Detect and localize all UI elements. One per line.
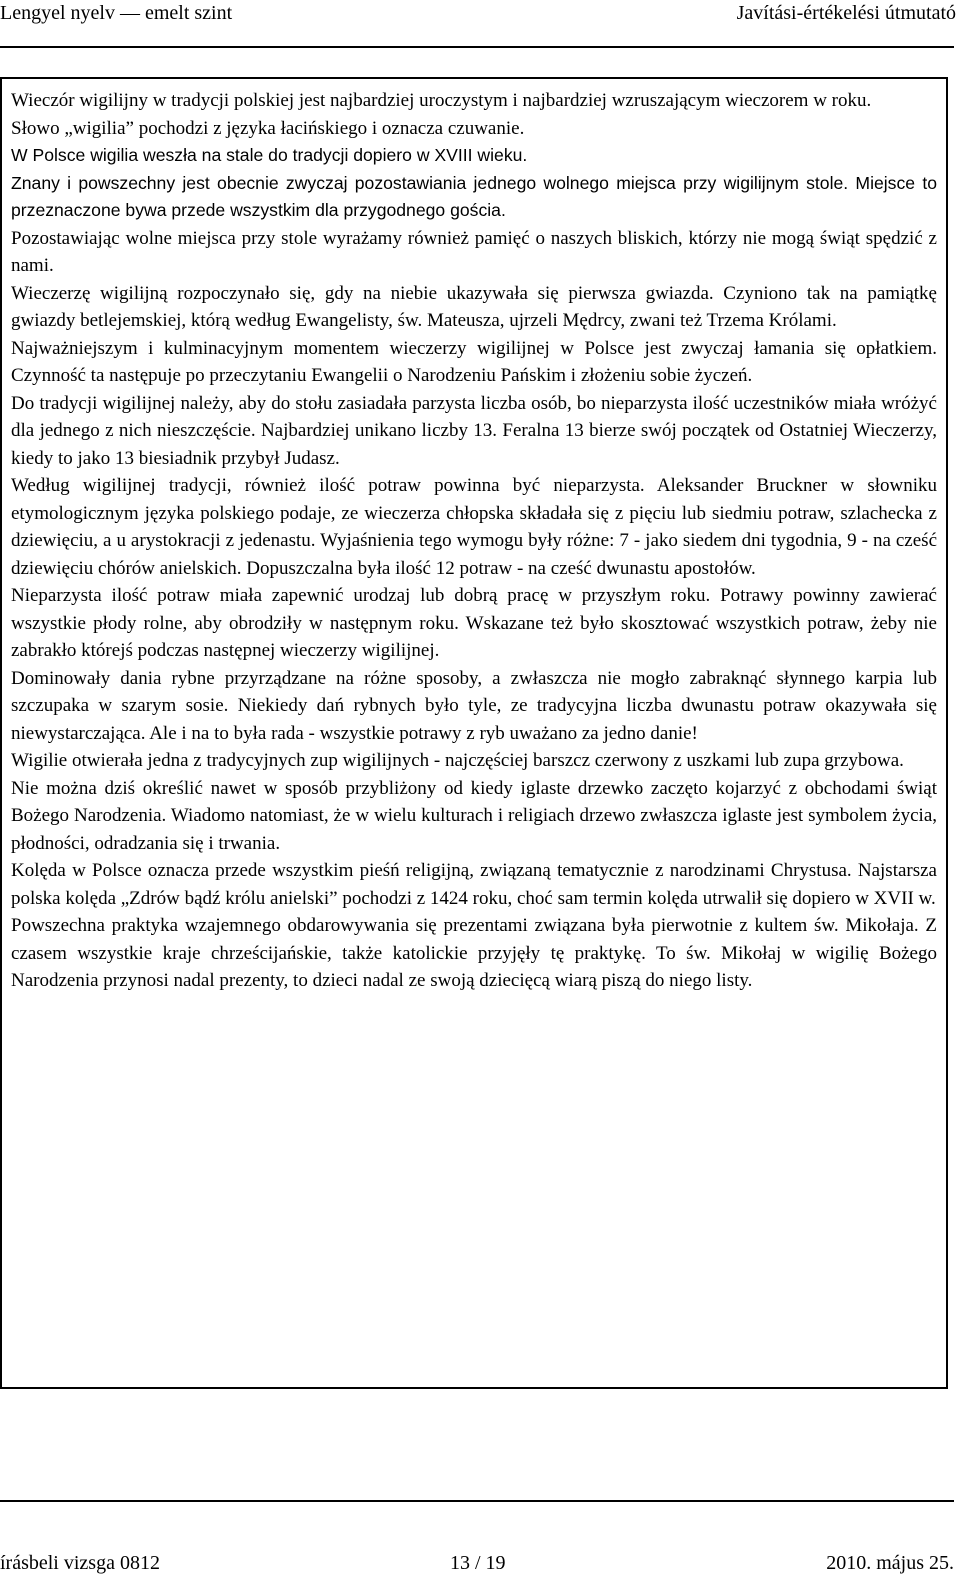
- text-box: [0, 77, 948, 1389]
- footer-divider: [0, 1500, 954, 1502]
- paragraph-12: Wigilie otwierała jedna z tradycyjnych zup wigilijnych - najczęściej barszcz czerwony z uszkami lub zupa grzybowa.: [11, 750, 904, 771]
- footer-exam-code: írásbeli vizsga 0812: [0, 1552, 160, 1574]
- paragraph-6: Wieczerzę wigilijną rozpoczynało się, gdy na niebie ukazywała się pierwsza gwiazda. Czyniono tak na pamiątkę gwiazdy betlejemskiej, którą według Ewangelisty, św. Mateusza, ujrzeli Mędrcy, zwani też Trzema Królami.: [11, 282, 937, 331]
- paragraph-9: Według wigilijnej tradycji, również ilość potraw powinna być nieparzysta. Aleksander Bruckner w słowniku etymologicznym języka polskiego podaje, ze wieczerza chłopska składała się z pięciu lub siedmiu potraw, szlachecka z dziewięciu, a u arystokracji z jedenastu. Wyjaśnienia tego wymogu były różne: 7 - jako siedem dni tygodnia, 9 - na cześć dziewięciu chórów anielskich. Dopuszczalna była ilość 12 potraw - na cześć dwunastu apostołów.: [11, 475, 937, 579]
- paragraph-2: Słowo „wigilia” pochodzi z języka łacińskiego i oznacza czuwanie.: [11, 117, 525, 139]
- paragraph-13: Nie można dziś określić nawet w sposób przybliżony od kiedy iglaste drzewko zaczęto kojarzyć z obchodami świąt Bożego Narodzenia. Wiadomo natomiast, że w wielu kulturach i religiach drzewo zwłaszcza iglaste jest symbolem życia, płodności, odradzania się i trwania.: [11, 777, 937, 854]
- paragraph-3: W Polsce wigilia weszła na stale do tradycji dopiero w XVIII wieku.: [11, 145, 528, 165]
- paragraph-8: Do tradycji wigilijnej należy, aby do stołu zasiadała parzysta liczba osób, bo nieparzysta ilość uczestników miała wróżyć dla jednego z nich nieszczęście. Najbardziej unikano liczby 13. Feralna 13 bierze swój początek od Ostatniej Wieczerzy, kiedy to jako 13 biesiadnik przybył Judasz.: [11, 392, 937, 469]
- footer-page-number: 13 / 19: [450, 1552, 506, 1574]
- header-divider: [0, 46, 954, 48]
- paragraph-11: Dominowały dania rybne przyrządzane na różne sposoby, a zwłaszcza nie mogło zabraknąć słynnego karpia lub szczupaka w szarym sosie. Niekiedy dań rybnych było tyle, ze tradycyjna liczba dwunastu potraw okazywała się niewystarczająca. Ale i na to była rada - wszystkie potrawy z ryb uważano za jedno danie!: [11, 667, 937, 744]
- paragraph-5: Pozostawiając wolne miejsca przy stole wyrażamy również pamięć o naszych bliskich, którzy nie mogą świąt spędzić z nami.: [11, 227, 937, 276]
- paragraph-15: Powszechna praktyka wzajemnego obdarowywania się prezentami związana była pierwotnie z kultem św. Mikołaja. Z czasem wszystkie kraje chrześcijańskie, także katolickie przyjęły tę praktykę. To św. Mikołaj w wigilię Bożego Narodzenia przynosi nadal prezenty, to dzieci nadal ze swoją dziecięcą wiarą piszą do niego listy.: [11, 915, 937, 991]
- header-document-type: Javítási-értékelési útmutató: [736, 2, 956, 24]
- paragraph-4: Znany i powszechny jest obecnie zwyczaj pozostawiania jednego wolnego miejsca przy wigilijnym stole. Miejsce to przeznaczone bywa przede wszystkim dla przygodnego gościa.: [11, 172, 937, 220]
- footer-date: 2010. május 25.: [826, 1552, 954, 1574]
- page-header: [0, 0, 960, 28]
- paragraph-10: Nieparzysta ilość potraw miała zapewnić urodzaj lub dobrą pracę w przyszłym roku. Potrawy powinny zawierać wszystkie płody rolne, aby obrodziły w następnym roku. Wskazane też było skosztować wszystkich potraw, żeby nie zabrakło którejś podczas następnej wieczerzy wigilijnej.: [11, 585, 937, 661]
- paragraph-7: Najważniejszym i kulminacyjnym momentem wieczerzy wigilijnej w Polsce jest zwyczaj łamania się opłatkiem. Czynność ta następuje po przeczytaniu Ewangelii o Narodzeniu Pańskim i złożeniu sobie życzeń.: [11, 337, 937, 386]
- header-subject: Lengyel nyelv — emelt szint: [0, 2, 233, 24]
- paragraph-1: Wieczór wigilijny w tradycji polskiej jest najbardziej uroczystym i najbardziej wzruszającym wieczorem w roku.: [11, 90, 872, 111]
- paragraph-14: Kolęda w Polsce oznacza przede wszystkim pieśń religijną, związaną tematycznie z narodzinami Chrystusa. Najstarsza polska kolęda „Zdrów bądź królu anielski” pochodzi z 1424 roku, choć sam termin kolęda utrwalił się dopiero w XVII w.: [11, 860, 937, 909]
